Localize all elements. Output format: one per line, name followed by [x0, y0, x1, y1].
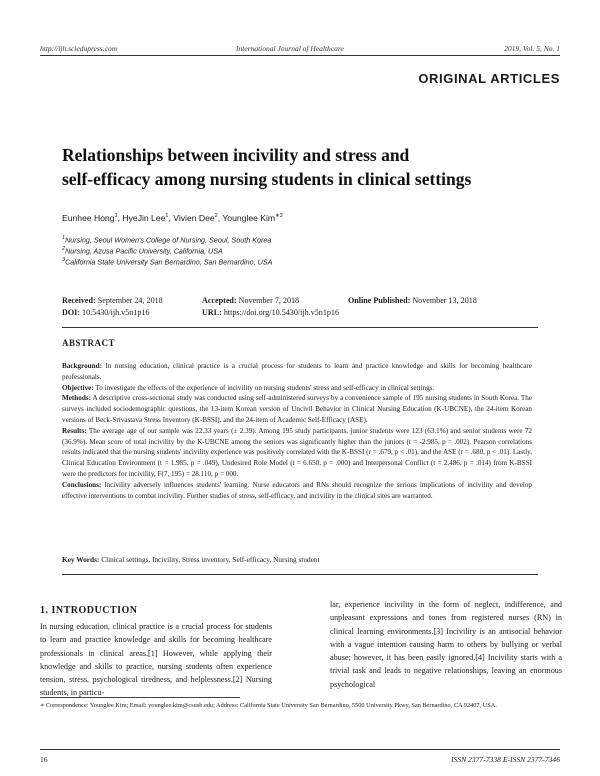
author-name: Younglee Kim	[222, 213, 276, 223]
abstract-bottom-rule	[62, 574, 538, 575]
doi-label: DOI:	[62, 308, 80, 317]
received-value: September 24, 2018	[97, 296, 163, 305]
url-label: URL:	[202, 308, 222, 317]
issn: ISSN 2377-7338 E-ISSN 2377-7346	[450, 755, 560, 764]
intro-column-right	[330, 598, 562, 691]
footer-rule	[40, 749, 560, 750]
published-date	[348, 296, 477, 305]
affiliation-text: Nursing, Azusa Pacific University, California, USA	[65, 246, 223, 256]
affiliation-text: Nursing, Seoul Women's College of Nursing, Seoul, South Korea	[65, 235, 272, 245]
author-name: Eunhee Hong	[62, 213, 115, 223]
header-url[interactable]: http://ijh.sciedupress.com	[40, 44, 118, 53]
published-label: Online Published:	[348, 296, 411, 305]
background-label: Background:	[62, 362, 102, 370]
author-name: Vivien Dee	[173, 213, 215, 223]
objective-label: Objective:	[62, 383, 94, 392]
objective-text: To investigate the effects of the experience of incivility on nursing students' stress and self-efficacy in clinical settings.	[95, 383, 435, 392]
intro-heading: 1. INTRODUCTION	[40, 605, 138, 616]
abstract-body	[62, 361, 532, 501]
header-journal: International Journal of Healthcare	[236, 44, 344, 53]
conclusions-label: Conclusions:	[62, 480, 102, 489]
affiliation	[62, 257, 272, 266]
results-label: Results:	[62, 426, 87, 435]
title-line-1: Relationships between incivility and stress and	[62, 145, 410, 165]
abstract-conclusions	[62, 480, 532, 502]
abstract-heading: ABSTRACT	[62, 338, 116, 348]
conclusions-text: Incivility adversely influences students' learning. Nurse educators and RNs should recognize the serious implications of incivility and develop effective interventions to combat incivility. Further studies of stress, self-efficacy, and incivility in the clinical sites are warranted.	[62, 480, 532, 500]
doi-link[interactable]: 10.5430/ijh.v5n1p16	[82, 308, 150, 317]
page-number: 16	[40, 755, 48, 764]
article-url	[202, 308, 339, 317]
affiliation-sup: 1	[62, 235, 66, 241]
abstract-objective	[62, 383, 532, 394]
affiliation-sup: 2	[62, 246, 66, 252]
title-line-2: self-efficacy among nursing students in clinical settings	[62, 169, 472, 189]
author-sup: ∗3	[275, 213, 283, 220]
author-list: Eunhee Hong$^1$, HyeJin Lee$^1$, Vivien Dee$^2$, Younglee Kim$^{∗3}$	[62, 213, 283, 223]
intro-paragraph-left: In nursing education, clinical practice is a crucial process for students to learn and practice knowledge and skills for becoming healthcare professionals in clinical areas.[1] However, while applying their knowledge and skills to practice, nursing students often experience tension, stress, psychological tiredness, and helplessness.[2] Nursing students, in particu-	[40, 622, 272, 698]
keywords	[62, 555, 320, 564]
accepted-date	[202, 296, 299, 305]
abstract-results	[62, 426, 532, 480]
author-sup: 2	[214, 213, 218, 220]
results-text: The average age of our sample was 22.33 years (± 2.39). Among 195 study participants, junior students were 123 (63.1%) and senior students were 72 (36.9%). Mean score of total incivility by the K-UBCNE among the seniors was significantly higher than the juniors (t = -2.985, p = .002). Pearson correlations results indicated that the nursing students' incivility experience was positively correlated with the K-BSSI (r = .679, p < .01), and the ASE (r = .680, p < .01). Lastly, Clinical Education Environment (t = 1.985, p = .049), Undesired Role Model (t = 6.650, p = .000) and Interpersonal Conflict (t = 2.486, p = .014) from K-BSSI were the predictors for incivility, F(7, 195) = 28.110, p = 000.	[62, 426, 532, 478]
received-label: Received:	[62, 296, 96, 305]
accepted-label: Accepted:	[202, 296, 237, 305]
abstract-methods	[62, 393, 532, 425]
footnote-rule	[40, 697, 240, 698]
accepted-value: November 7, 2018	[238, 296, 300, 305]
author-name: HyeJin Lee	[122, 213, 166, 223]
author-sup: 1	[165, 213, 169, 220]
intro-paragraph-right: lar, experience incivility in the form of neglect, indifference, and unpleasant expressions and tones from registered nurses (RN) in clinical learning environments.[3] Incivility is an antisocial behavior with a vague intention causing harm to others by bullying or verbal abuse; however, it has been easily ignored.[4] Incivility starts with a trivial task and leads to negative relationships, leaving an enormous psychological	[330, 600, 562, 689]
keywords-text: Clinical settings, Incivility, Stress inventory, Self-efficacy, Nursing student	[101, 555, 320, 564]
article-title	[62, 143, 542, 191]
affiliation-text: California State University San Bernardino, San Bernardino, USA	[65, 257, 273, 267]
affiliation	[62, 235, 271, 244]
keywords-label: Key Words:	[62, 555, 100, 564]
intro-column-left	[40, 620, 272, 700]
received-date	[62, 296, 163, 305]
doi	[62, 308, 149, 317]
url-link[interactable]: https://doi.org/10.5430/ijh.v5n1p16	[223, 308, 340, 317]
correspondence-footnote: ∗ Correspondence: Younglee Kim; Email: younglee.kim@csusb.edu; Address: California State University San Bernardino, 5500 University Pkwy, San Bernardino, CA 92407, USA.	[40, 702, 497, 709]
published-value: November 13, 2018	[412, 296, 477, 305]
affiliation-sup: 3	[62, 257, 66, 263]
section-label: ORIGINAL ARTICLES	[418, 71, 560, 86]
methods-text: A descriptive cross-sectional study was conducted using self-administered surveys by a convenience sample of 195 nursing students in South Korea. The surveys included sociodemographic questions, the 13-item Korean version of Uncivil Behavior in Clinical Nursing Education (K-UBCNE), the 24-item Korean versions of Beck-Srivastava Stress Inventory (K-BSSI), and the 24-item of Academic Self-Efficacy (ASE).	[62, 394, 532, 424]
author-sup: 1	[114, 213, 118, 220]
header-rule	[40, 55, 560, 56]
methods-label: Methods:	[62, 394, 91, 403]
header-issue: 2019, Vol. 5, No. 1	[504, 44, 560, 53]
abstract-top-rule	[62, 327, 538, 328]
affiliation	[62, 246, 223, 255]
abstract-background	[62, 361, 532, 383]
background-text: In nursing education, clinical practice is a crucial process for students to learn and practice knowledge and skills for becoming healthcare professionals.	[62, 362, 532, 381]
